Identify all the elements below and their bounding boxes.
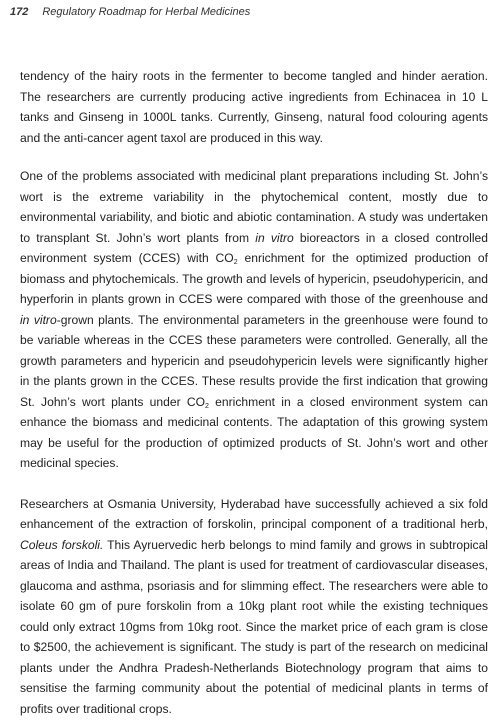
subscript: 2 (233, 259, 238, 266)
paragraph-st-johns-wort (20, 166, 488, 474)
page-number: 172 (10, 6, 29, 18)
text-run: This Ayruervedic herb belongs to mind family and grows in subtropical areas of India and Thailand. The plant is used for treatment of cardiovascular diseases, glaucoma and asthma, psoriasis and for slimming effect. The researchers were able to isolate 60 gm of pure forskolin from a 10kg plant root while the existing techniques could only extract 10gms from 10kg root. Since the market price of each gram is close to $2500, the achievement is significant. The study is part of the research on medicinal plants under the Andhra Pradesh-Netherlands Biotechnology program that aims to sensitise the farming community about the potential of medicinal plants in terms of profits over traditional crops. (20, 537, 488, 716)
italic-term: in vitro (255, 230, 294, 245)
text-run: One of the problems associated with medicinal plant preparations including St. John’s wort is the extreme variability in the phytochemical content, mostly due to environmental variability, and biotic and abiotic contamination. A study was undertaken to transplant St. John’s wort plants from (20, 169, 488, 245)
running-header (10, 6, 250, 18)
paragraph-hairy-roots: tendency of the hairy roots in the fermenter to become tangled and hinder aeration. The researchers are currently producing active ingredients from Echinacea in 10 L tanks and Ginseng in 1000L tanks. Currently, Ginseng, natural food colouring agents and the anti-cancer agent taxol are produced in this way. (20, 69, 488, 145)
body-text (20, 66, 488, 719)
text-run: enrichment in a closed environment system can enhance the biomass and medicinal contents. The adaptation of this growing system may be useful for the production of optimized products of St. John’s wort and other medicinal species. (20, 394, 488, 470)
text-run: Researchers at Osmania University, Hyderabad have successfully achieved a six fold enhancement of the extraction of forskolin, principal component of a traditional herb, (20, 496, 488, 531)
text-run: enrichment for the optimized production of biomass and phytochemicals. The growth and levels of hypericin, pseudohypericin, and hyperforin in plants grown in CCES were compared with those of the greenhouse and (20, 251, 488, 306)
italic-term: in vitro (20, 312, 57, 327)
species-name: Coleus forskoli. (20, 537, 104, 552)
text-run: -grown plants. The environmental parameters in the greenhouse were found to be variable whereas in the CCES these parameters were controlled. Generally, all the growth parameters and hypericin and pseudohypericin levels were significantly higher in the plants grown in the CCES. These results provide the first indication that growing St. John’s wort plants under CO (20, 312, 489, 409)
running-header-title: Regulatory Roadmap for Herbal Medicines (42, 6, 251, 18)
paragraph-forskolin (20, 494, 488, 720)
text-run: bioreactors in a closed controlled environment system (CCES) with CO (20, 230, 488, 265)
subscript: 2 (205, 402, 209, 410)
